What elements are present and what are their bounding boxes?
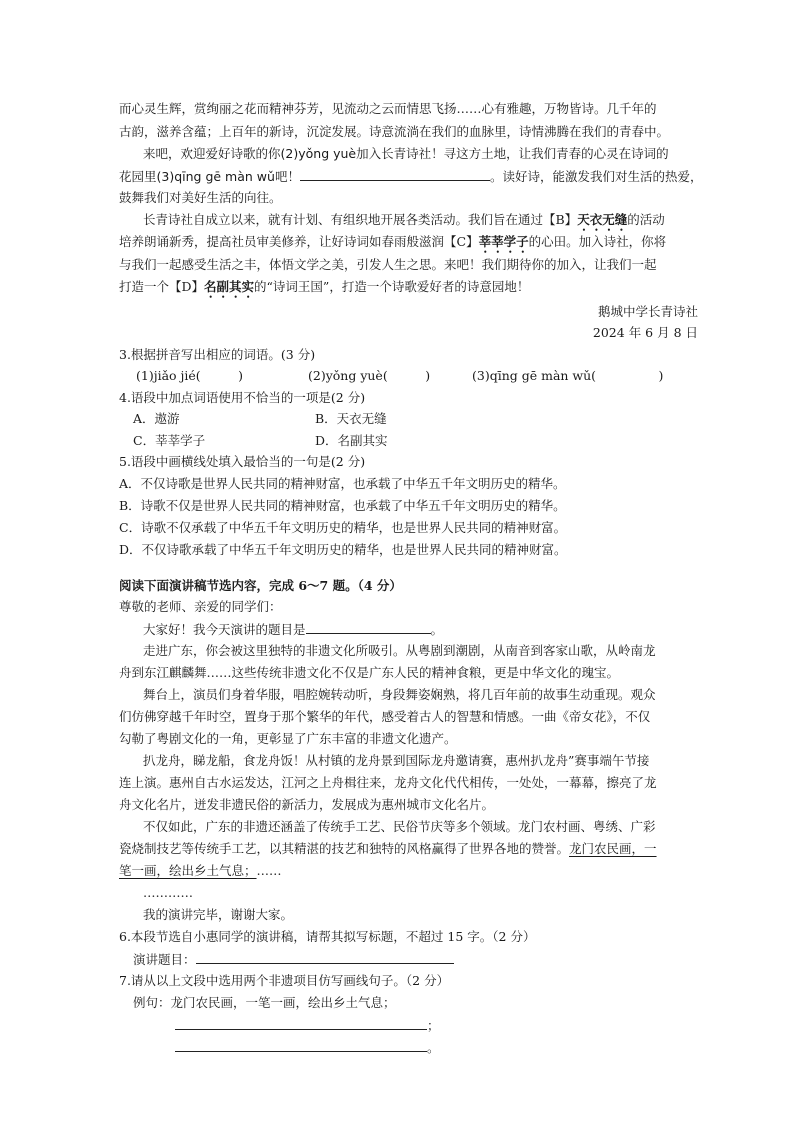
speech-p4-line-1: 扒龙舟，睇龙船，食龙舟饭！从村镇的龙舟景到国际龙舟邀请赛，惠州扒龙舟”赛事端午节接 xyxy=(143,753,650,768)
passage-line-2: 古韵，滋养含蕴；上百年的新诗，沉淀发展。诗意流淌在我们的血脉里，诗情沸腾在我们的青春中。 xyxy=(119,124,670,139)
speech-greeting: 尊敬的老师、亲爱的同学们： xyxy=(119,599,282,614)
speech-p2-line-2: 舟到东江麒麟舞……这些传统非遗文化不仅是广东人民的精神食粮，更是中华文化的瑰宝。 xyxy=(119,665,620,680)
passage-line-4: 花园里(3)qīng gē màn wǔ吧！ 。读好诗，能激发我们对生活的热爱， xyxy=(119,169,703,184)
q5-option-b[interactable]: B．诗歌不仅是世界人民共同的精神财富，也承载了中华五千年文明历史的精华。 xyxy=(119,498,566,513)
q3-stem: 3.根据拼音写出相应的词语。(3 分) xyxy=(119,347,316,362)
speech-p3-line-1: 舞台上，演员们身着华服，唱腔婉转动听，身段舞姿娴熟，将几百年前的故事生动重现。观众 xyxy=(143,687,656,702)
speech-p4-line-3: 舟文化名片，迸发非遗民俗的新活力，发展成为惠州城市文化名片。 xyxy=(119,797,495,812)
signature: 鹅城中学长青诗社 xyxy=(597,304,698,319)
q7-stem: 7.请从以上文段中选用两个非遗项目仿写画线句子。（2 分） xyxy=(119,973,450,988)
dotted-word-d: 名副其实 xyxy=(204,279,255,294)
q4-stem: 4.语段中加点词语使用不恰当的一项是(2 分) xyxy=(119,390,366,405)
underlined-sentence-part-2: 笔一画，绘出乡土气息； xyxy=(119,863,257,878)
q6-answer-row: 演讲题目： xyxy=(133,950,454,969)
passage-line-8: 与我们一起感受生活之丰，体悟文学之美，引发人生之思。来吧！我们期待你的加入，让我们一起 xyxy=(119,257,657,272)
q5-option-a[interactable]: A．不仅诗歌是世界人民共同的精神财富，也承载了中华五千年文明历史的精华。 xyxy=(119,476,566,491)
q5-option-c[interactable]: C．诗歌不仅承载了中华五千年文明历史的精华，也是世界人民共同的精神财富。 xyxy=(119,520,567,535)
speech-ellipsis: ………… xyxy=(143,885,193,900)
speech-p3-line-2: 们仿佛穿越千年时空，置身于那个繁华的年代，感受着古人的智慧和情感。一曲《帝女花》，不仅 xyxy=(119,709,651,724)
q5-option-d[interactable]: D．不仅诗歌承载了中华五千年文明历史的精华，也是世界人民共同的精神财富。 xyxy=(119,542,567,557)
q3-answer-3[interactable]: (3)qīng gē màn wǔ( ) xyxy=(472,368,664,383)
q6-stem: 6.本段节选自小惠同学的演讲稿，请帮其拟写标题，不超过 15 字。（2 分） xyxy=(119,929,536,944)
q7-answer-1: ； xyxy=(175,1016,440,1035)
pinyin-2: (2)yǒng yuè xyxy=(280,146,357,161)
q3-answer-2[interactable]: (2)yǒng yuè( ) xyxy=(308,368,431,383)
q3-answer-1[interactable]: (1)jiǎo jié( ) xyxy=(136,368,244,383)
date: 2024 年 6 月 8 日 xyxy=(592,325,698,340)
q4-option-c[interactable]: C．莘莘学子 xyxy=(133,433,206,448)
q7-answer-2: 。 xyxy=(175,1038,440,1057)
passage-line-7: 培养朗诵新秀，提高社员审美修养，让好诗词如春雨般滋润【C】莘莘学子的心田。加入诗社，你将 xyxy=(119,234,667,249)
section-heading: 阅读下面演讲稿节选内容，完成 6～7 题。（4 分） xyxy=(119,578,402,593)
pinyin-3: (3)qīng gē màn wǔ xyxy=(156,169,275,184)
dotted-word-c: 莘莘学子 xyxy=(478,234,529,249)
q4-option-d[interactable]: D．名副其实 xyxy=(315,433,388,448)
passage-line-9: 打造一个【D】名副其实的“诗词王国”，打造一个诗歌爱好者的诗意园地！ xyxy=(119,279,530,294)
title-blank[interactable] xyxy=(306,620,431,634)
passage-line-6: 长青诗社自成立以来，就有计划、有组织地开展各类活动。我们旨在通过【B】天衣无缝的活动 xyxy=(143,212,665,227)
q7-example: 例句：龙门农民画，一笔一画，绘出乡土气息； xyxy=(133,995,396,1010)
q4-option-b[interactable]: B．天衣无缝 xyxy=(315,411,387,426)
speech-closing: 我的演讲完毕，谢谢大家。 xyxy=(143,907,294,922)
fill-blank-line[interactable] xyxy=(300,167,490,181)
speech-p1: 大家好！我今天演讲的题目是 。 xyxy=(143,622,444,637)
q4-option-a[interactable]: A．遨游 xyxy=(133,411,180,426)
dotted-word-b: 天衣无缝 xyxy=(577,212,628,227)
q5-stem: 5.语段中画横线处填入最恰当的一句是(2 分) xyxy=(119,454,366,469)
passage-line-1: 而心灵生辉，赏绚丽之花而精神芬芳，见流动之云而情思飞扬……心有雅趣，万物皆诗。几千年的 xyxy=(119,101,657,116)
speech-p5-line-1: 不仅如此，广东的非遗还涵盖了传统手工艺、民俗节庆等多个领域。龙门农村画、粤绣、广彩 xyxy=(143,819,656,834)
speech-p5-line-3: 笔一画，绘出乡土气息；…… xyxy=(119,863,282,878)
passage-line-3: 来吧，欢迎爱好诗歌的你(2)yǒng yuè加入长青诗社！寻这方土地，让我们青春的心灵在诗词的 xyxy=(143,146,669,161)
speech-p2-line-1: 走进广东，你会被这里独特的非遗文化所吸引。从粤剧到潮剧，从南音到客家山歌，从岭南龙 xyxy=(143,643,656,658)
imitation-input-2[interactable] xyxy=(175,1038,427,1052)
speech-p4-line-2: 连上演。惠州自古水运发达，江河之上舟楫往来，龙舟文化代代相传，一处处，一幕幕，擦亮了龙 xyxy=(119,775,657,790)
underlined-sentence-part-1: 龙门农民画，一 xyxy=(569,841,657,856)
speech-p3-line-3: 勾勒了粤剧文化的一角，更彰显了广东丰富的非遗文化遗产。 xyxy=(119,731,457,746)
speech-p5-line-2: 瓷烧制技艺等传统手工艺，以其精湛的技艺和独特的风格赢得了世界各地的赞誉。龙门农民画，一 xyxy=(119,841,657,856)
imitation-input-1[interactable] xyxy=(175,1016,427,1030)
passage-line-5: 鼓舞我们对美好生活的向往。 xyxy=(119,190,282,205)
speech-title-input[interactable] xyxy=(196,950,454,964)
